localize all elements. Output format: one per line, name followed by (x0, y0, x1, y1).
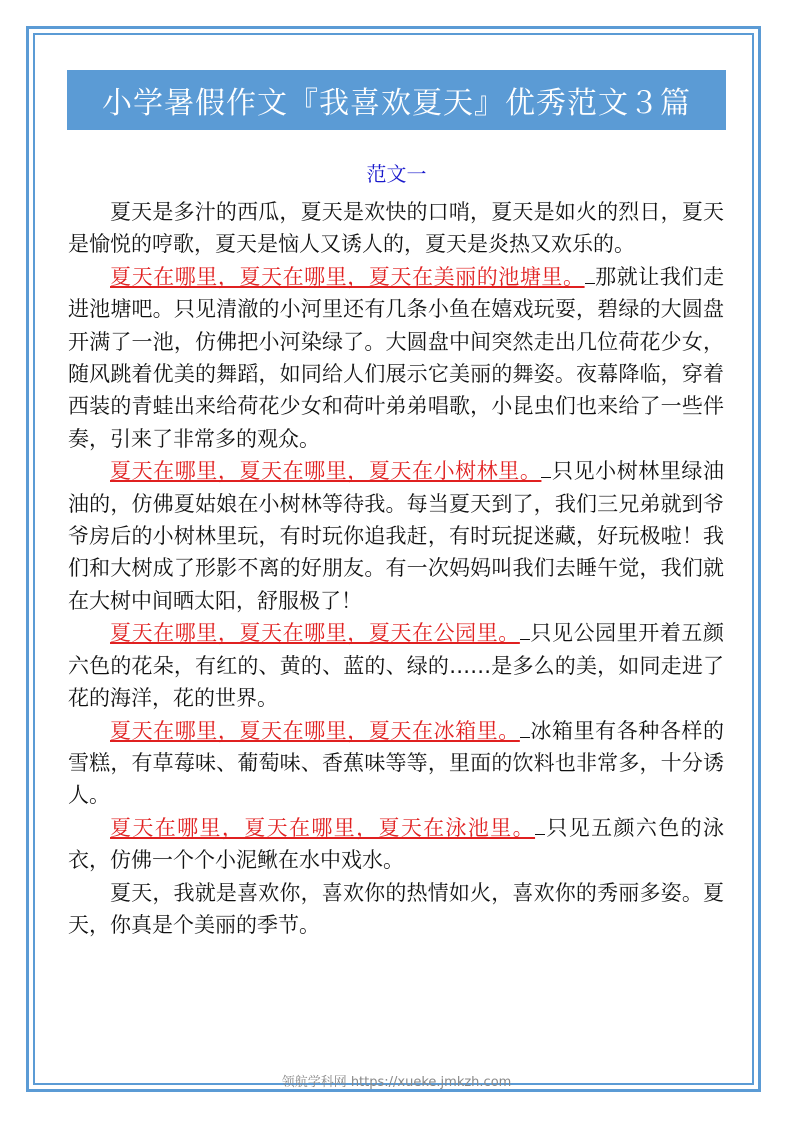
highlight-sentence: 夏天在哪里，夏天在哪里，夏天在泳池里。 (110, 815, 536, 840)
underline-tail (520, 736, 530, 738)
paragraph (68, 455, 724, 617)
underline-tail (541, 476, 551, 478)
paragraph (68, 617, 724, 714)
paragraph (68, 877, 724, 942)
paragraph (68, 261, 724, 455)
paragraph-text: 夏天是多汁的西瓜，夏天是欢快的口哨，夏天是如火的烈日，夏天是愉悦的哼歌，夏天是恼人又诱人的，夏天是炎热又欢乐的。 (68, 200, 724, 257)
paragraph (68, 715, 724, 812)
underline-tail (535, 833, 545, 835)
footer-watermark: 领航学科网 https://xueke.jmkzh.com (281, 1075, 512, 1090)
highlight-sentence: 夏天在哪里，夏天在哪里，夏天在小树林里。 (110, 459, 542, 484)
paragraph-text: 夏天，我就是喜欢你，喜欢你的热情如火，喜欢你的秀丽多姿。夏天，你真是个美丽的季节。 (68, 880, 724, 937)
paragraph-text: 只见五颜六色的泳衣，仿佛一个个小泥鳅在水中戏水。 (68, 815, 725, 873)
section-heading: 范文一 (366, 162, 427, 186)
paragraph-text: 冰箱里有各种各样的雪糕，有草莓味、葡萄味、香蕉味等等，里面的饮料也非常多，十分诱人。 (68, 718, 725, 808)
title-banner (67, 70, 726, 130)
highlight-sentence: 夏天在哪里，夏天在哪里，夏天在冰箱里。 (110, 718, 520, 743)
paragraph (68, 196, 724, 261)
underline-tail (520, 638, 530, 640)
page-title: 小学暑假作文『我喜欢夏天』优秀范文３篇 (102, 86, 691, 121)
highlight-sentence: 夏天在哪里，夏天在哪里，夏天在美丽的池塘里。 (110, 264, 585, 289)
paragraph-text: 只见小树林里绿油油的，仿佛夏姑娘在小树林等待我。每当夏天到了，我们三兄弟就到爷爷房后的小树林里玩，有时玩你追我赶，有时玩捉迷藏，好玩极啦！我们和大树成了形影不离的好朋友。有一次妈妈叫我们去睡午觉，我们就在大树中间晒太阳，舒服极了！ (68, 459, 725, 613)
paragraph-text: 那就让我们走进池塘吧。只见清澈的小河里还有几条小鱼在嬉戏玩耍，碧绿的大圆盘开满了一池，仿佛把小河染绿了。大圆盘中间突然走出几位荷花少女，随风跳着优美的舞蹈，如同给人们展示它美丽的舞姿。夜幕降临，穿着西装的青蛙出来给荷花少女和荷叶弟弟唱歌，小昆虫们也来给了一些伴奏，引来了非常多的观众。 (68, 264, 725, 451)
paragraph-text: 只见公园里开着五颜六色的花朵，有红的、黄的、蓝的、绿的……是多么的美，如同走进了花的海洋，花的世界。 (68, 621, 725, 711)
paragraph (68, 812, 724, 877)
highlight-sentence: 夏天在哪里，夏天在哪里，夏天在公园里。 (110, 621, 520, 646)
essay-body (68, 196, 724, 941)
underline-tail (585, 282, 595, 284)
